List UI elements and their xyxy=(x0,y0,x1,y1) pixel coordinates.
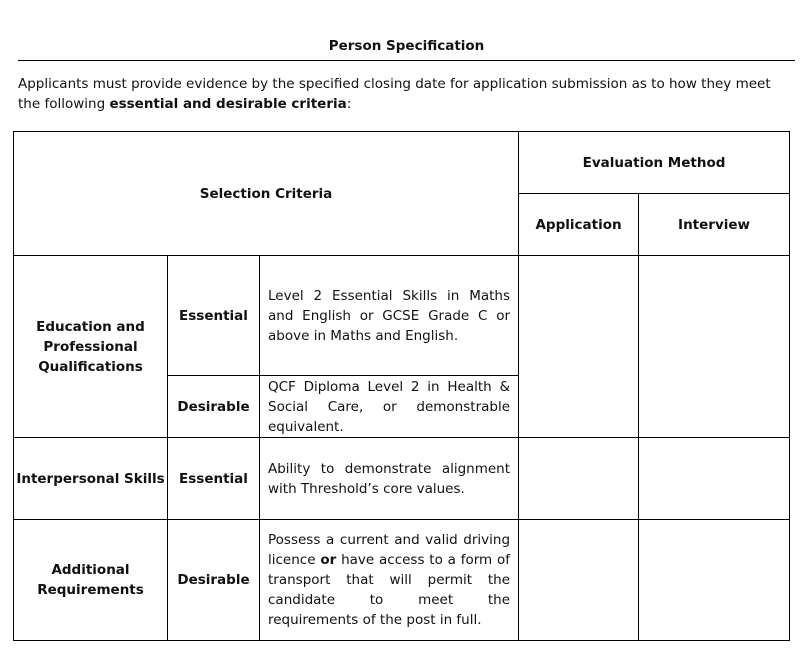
interview-cell xyxy=(639,256,790,438)
intro-end: : xyxy=(346,96,352,112)
category-interpersonal: Interpersonal Skills xyxy=(14,438,168,520)
page-title: Person Specification xyxy=(328,38,485,54)
intro-emphasis: essential and desirable criteria xyxy=(109,96,347,112)
title-underline xyxy=(18,60,795,61)
category-additional: Additional Requirements xyxy=(14,520,168,641)
criteria-cell: Level 2 Essential Skills in Maths and English or GCSE Grade C or above in Maths and English. xyxy=(260,256,519,376)
application-cell xyxy=(519,520,639,641)
criteria-text: have access to a form of transport that will permit the candidate to meet the requirements of the post in full. xyxy=(268,552,511,628)
application-header: Application xyxy=(519,194,639,256)
application-cell xyxy=(519,256,639,438)
criteria-text: Possess a current and valid driving licence xyxy=(268,532,511,568)
interview-cell xyxy=(639,438,790,520)
selection-criteria-header: Selection Criteria xyxy=(14,132,519,256)
level-essential: Essential xyxy=(168,438,260,520)
criteria-cell: QCF Diploma Level 2 in Health & Social Care, or demonstrable equivalent. xyxy=(260,376,519,438)
level-essential: Essential xyxy=(168,256,260,376)
criteria-emphasis: or xyxy=(320,552,337,568)
intro-paragraph xyxy=(18,74,793,114)
application-cell xyxy=(519,438,639,520)
evaluation-method-header: Evaluation Method xyxy=(519,132,790,194)
criteria-cell xyxy=(260,520,519,641)
interview-cell xyxy=(639,520,790,641)
person-specification-table xyxy=(13,131,790,641)
category-education: Education and Professional Qualifications xyxy=(14,256,168,438)
level-desirable: Desirable xyxy=(168,376,260,438)
level-desirable: Desirable xyxy=(168,520,260,641)
intro-text: Applicants must provide evidence by the specified closing date for application submission as to how they meet the following xyxy=(18,76,771,112)
interview-header: Interview xyxy=(639,194,790,256)
criteria-cell: Ability to demonstrate alignment with Threshold’s core values. xyxy=(260,438,519,520)
